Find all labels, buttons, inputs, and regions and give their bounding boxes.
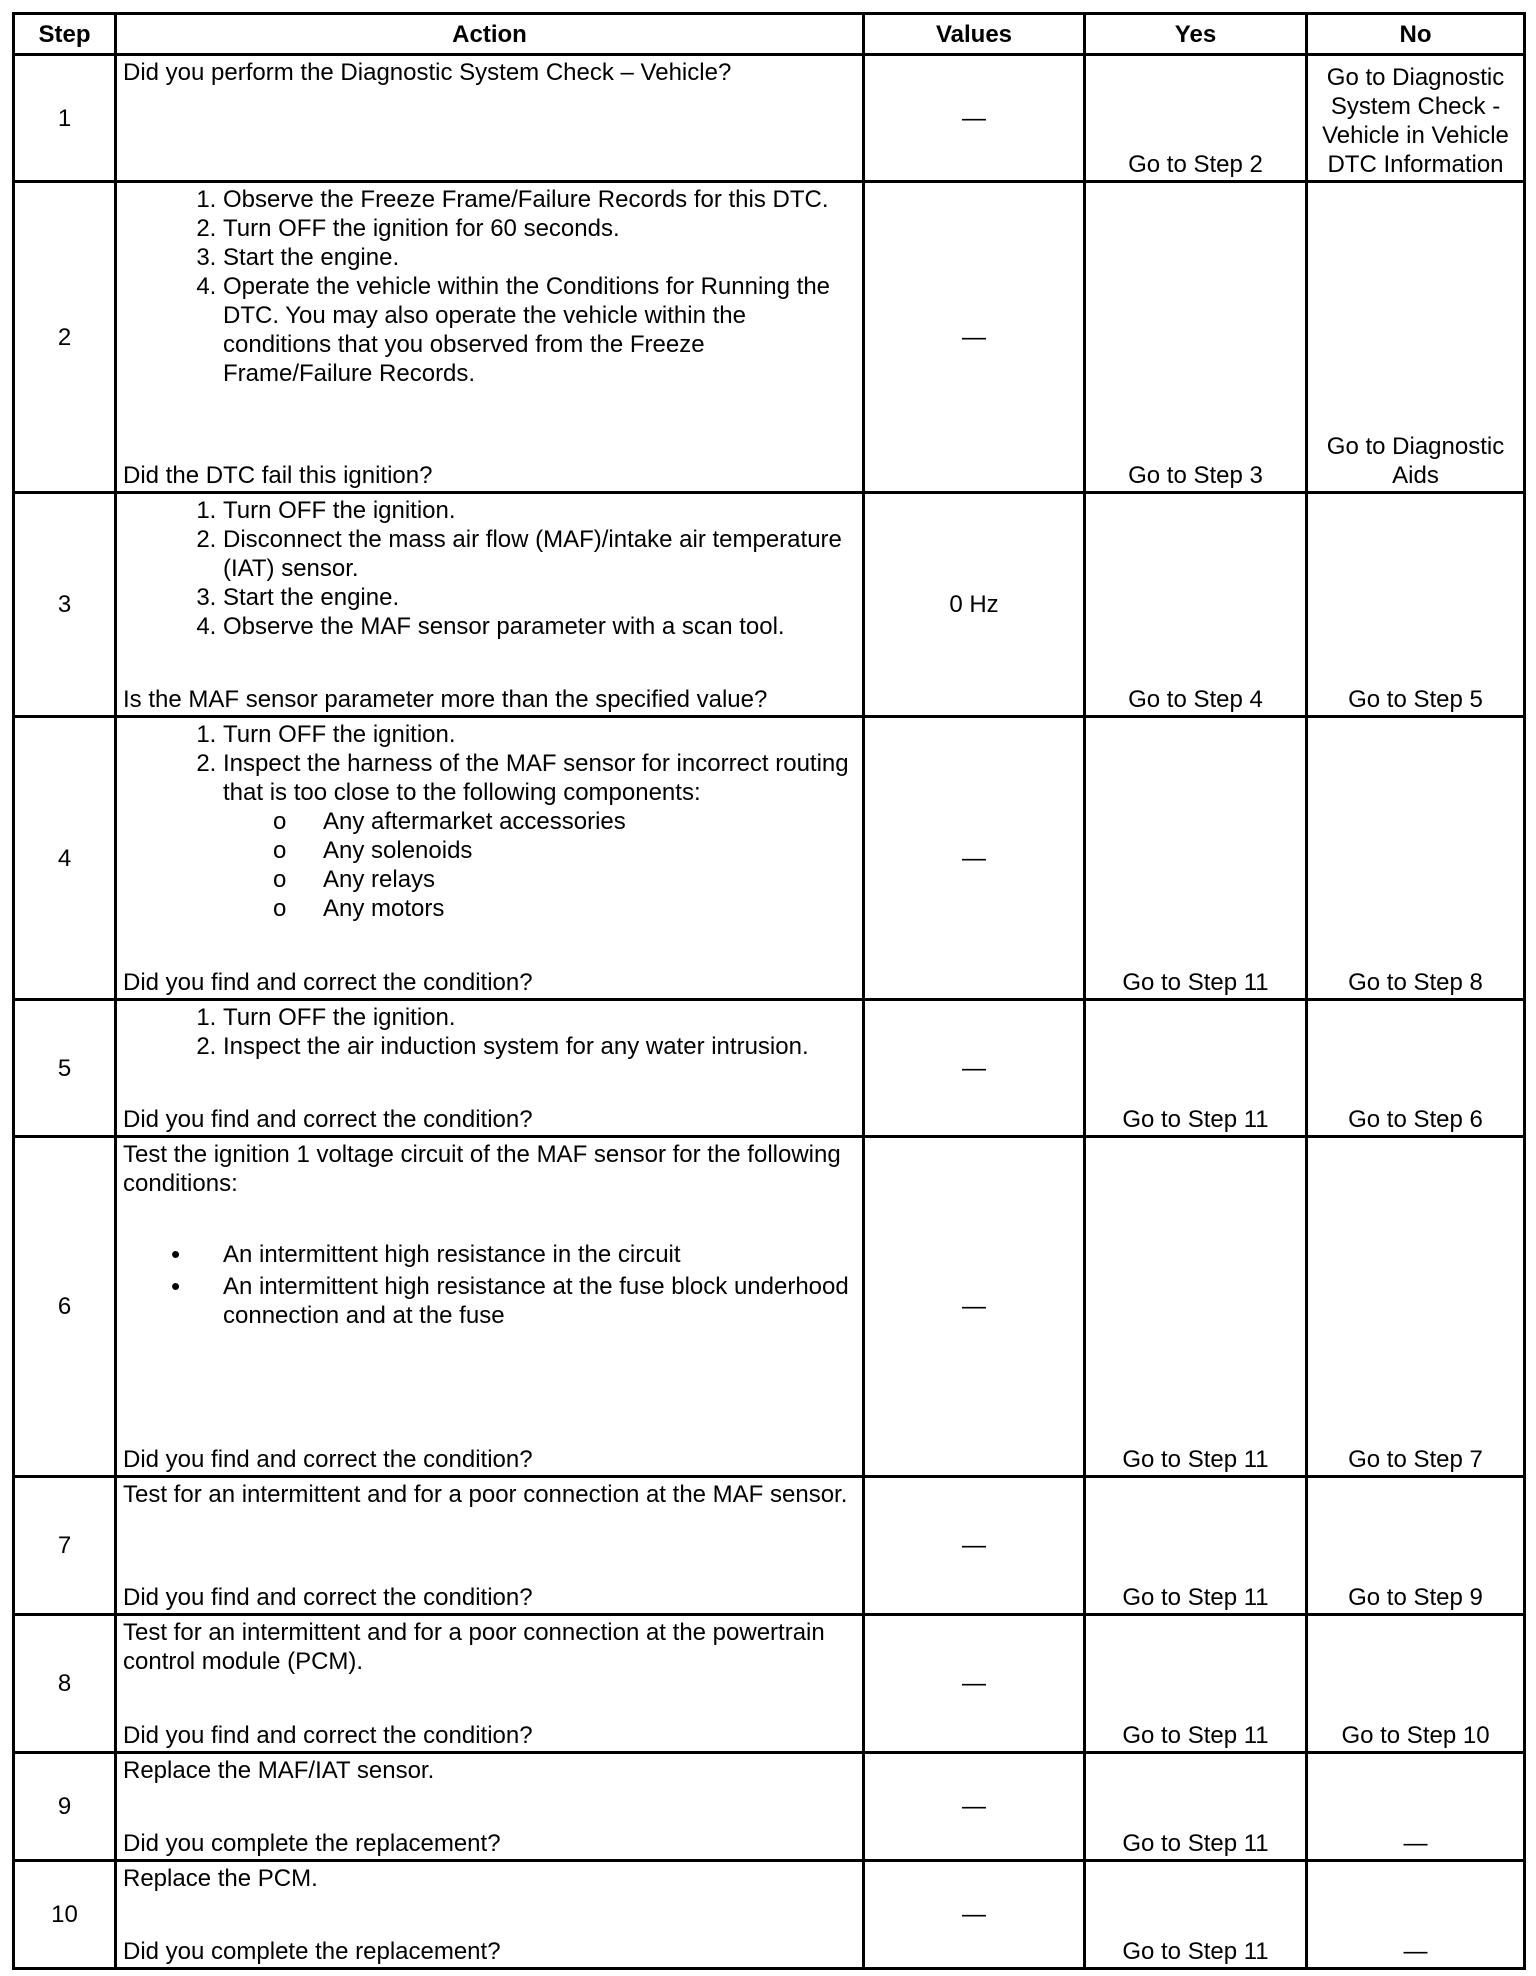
action-step: 3. Start the engine.: [223, 243, 856, 272]
action-steps: [123, 185, 856, 388]
action-cell: [116, 1137, 864, 1477]
yes-cell: Go to Step 11: [1085, 1000, 1307, 1137]
action-step: 2. Disconnect the mass air flow (MAF)/intake air temperature (IAT) sensor.: [223, 525, 856, 583]
action-steps: [123, 720, 856, 807]
list-item: o Any motors: [323, 894, 856, 923]
diagnostic-table-wrapper: [12, 12, 1523, 1970]
action-step: 2. Inspect the harness of the MAF sensor for incorrect routing that is too close to the following components:: [223, 749, 856, 807]
table-row: [14, 1753, 1525, 1861]
header-no: No: [1307, 14, 1525, 55]
table-row: [14, 55, 1525, 182]
action-cell: [116, 182, 864, 493]
table-row: [14, 182, 1525, 493]
values-cell: —: [864, 1615, 1085, 1753]
action-question: Did you find and correct the condition?: [123, 1584, 533, 1611]
action-cell: [116, 1861, 864, 1969]
yes-cell: Go to Step 2: [1085, 55, 1307, 182]
list-item: o Any relays: [323, 865, 856, 894]
step-number: 7: [14, 1477, 116, 1615]
step-number: 8: [14, 1615, 116, 1753]
no-cell: Go to Step 10: [1307, 1615, 1525, 1753]
yes-cell: Go to Step 11: [1085, 1137, 1307, 1477]
table-row: [14, 1000, 1525, 1137]
action-question: Did you find and correct the condition?: [123, 1106, 533, 1133]
no-cell: —: [1307, 1753, 1525, 1861]
step-number: 10: [14, 1861, 116, 1969]
values-cell: —: [864, 1861, 1085, 1969]
condition-list: [123, 1240, 856, 1330]
action-step: 1. Turn OFF the ignition.: [223, 720, 856, 749]
component-list: [123, 807, 856, 923]
values-cell: —: [864, 182, 1085, 493]
step-number: 1: [14, 55, 116, 182]
action-step: 1. Turn OFF the ignition.: [223, 496, 856, 525]
action-question: Did you complete the replacement?: [123, 1830, 501, 1857]
step-number: 3: [14, 493, 116, 717]
action-cell: [116, 1477, 864, 1615]
action-text: Replace the MAF/IAT sensor.: [123, 1757, 435, 1784]
step-number: 6: [14, 1137, 116, 1477]
action-steps: [123, 496, 856, 641]
header-action: Action: [116, 14, 864, 55]
step-number: 2: [14, 182, 116, 493]
yes-cell: Go to Step 11: [1085, 1477, 1307, 1615]
action-step: 2. Turn OFF the ignition for 60 seconds.: [223, 214, 856, 243]
no-cell: Go to Step 5: [1307, 493, 1525, 717]
list-item: o Any aftermarket accessories: [323, 807, 856, 836]
action-text: Test for an intermittent and for a poor connection at the MAF sensor.: [123, 1481, 848, 1508]
yes-cell: Go to Step 3: [1085, 182, 1307, 493]
action-question: Is the MAF sensor parameter more than the specified value?: [123, 686, 768, 713]
yes-cell: Go to Step 11: [1085, 1753, 1307, 1861]
header-step: Step: [14, 14, 116, 55]
action-cell: [116, 1000, 864, 1137]
step-number: 4: [14, 717, 116, 1000]
no-cell: Go to Step 7: [1307, 1137, 1525, 1477]
table-row: [14, 1477, 1525, 1615]
yes-cell: Go to Step 4: [1085, 493, 1307, 717]
header-values: Values: [864, 14, 1085, 55]
list-item: • An intermittent high resistance in the circuit: [223, 1240, 856, 1269]
table-row: [14, 493, 1525, 717]
list-item: • An intermittent high resistance at the fuse block underhood connection and at the fuse: [223, 1272, 856, 1330]
header-yes: Yes: [1085, 14, 1307, 55]
table-row: [14, 717, 1525, 1000]
action-cell: [116, 493, 864, 717]
action-step: 1. Turn OFF the ignition.: [223, 1003, 856, 1032]
yes-cell: Go to Step 11: [1085, 1615, 1307, 1753]
action-step: 4. Operate the vehicle within the Conditions for Running the DTC. You may also operate the vehicle within the conditions that you observed from the Freeze Frame/Failure Records.: [223, 272, 856, 388]
values-cell: —: [864, 1753, 1085, 1861]
action-step: 4. Observe the MAF sensor parameter with a scan tool.: [223, 612, 856, 641]
action-cell: [116, 1615, 864, 1753]
action-cell: [116, 1753, 864, 1861]
action-text: Replace the PCM.: [123, 1865, 318, 1892]
action-text: Test for an intermittent and for a poor connection at the powertrain control module (PCM).: [123, 1619, 825, 1675]
no-cell: Go to Step 8: [1307, 717, 1525, 1000]
no-cell: Go to Step 9: [1307, 1477, 1525, 1615]
yes-cell: Go to Step 11: [1085, 717, 1307, 1000]
yes-cell: Go to Step 11: [1085, 1861, 1307, 1969]
step-number: 5: [14, 1000, 116, 1137]
values-cell: 0 Hz: [864, 493, 1085, 717]
action-question: Did you find and correct the condition?: [123, 969, 533, 996]
action-question: Did you complete the replacement?: [123, 1938, 501, 1965]
action-question: Did you find and correct the condition?: [123, 1722, 533, 1749]
no-cell: Go to Diagnostic Aids: [1307, 182, 1525, 493]
no-cell: Go to Step 6: [1307, 1000, 1525, 1137]
header-row: [14, 14, 1525, 55]
step-number: 9: [14, 1753, 116, 1861]
list-item: o Any solenoids: [323, 836, 856, 865]
values-cell: —: [864, 1000, 1085, 1137]
action-step: 3. Start the engine.: [223, 583, 856, 612]
no-cell: —: [1307, 1861, 1525, 1969]
action-question: Did you find and correct the condition?: [123, 1446, 533, 1473]
action-cell: [116, 717, 864, 1000]
action-cell: [116, 55, 864, 182]
action-text: Test the ignition 1 voltage circuit of the MAF sensor for the following conditions:: [123, 1141, 841, 1197]
values-cell: —: [864, 55, 1085, 182]
action-step: 1. Observe the Freeze Frame/Failure Records for this DTC.: [223, 185, 856, 214]
values-cell: —: [864, 717, 1085, 1000]
no-cell: Go to Diagnostic System Check - Vehicle in Vehicle DTC Information: [1307, 55, 1525, 182]
values-cell: —: [864, 1477, 1085, 1615]
action-step: 2. Inspect the air induction system for any water intrusion.: [223, 1032, 856, 1061]
table-row: [14, 1137, 1525, 1477]
action-steps: [123, 1003, 856, 1061]
values-cell: —: [864, 1137, 1085, 1477]
table-row: [14, 1861, 1525, 1969]
action-question: Did the DTC fail this ignition?: [123, 462, 433, 489]
diagnostic-table: [12, 12, 1526, 1970]
action-text: Did you perform the Diagnostic System Check – Vehicle?: [123, 59, 732, 86]
table-row: [14, 1615, 1525, 1753]
